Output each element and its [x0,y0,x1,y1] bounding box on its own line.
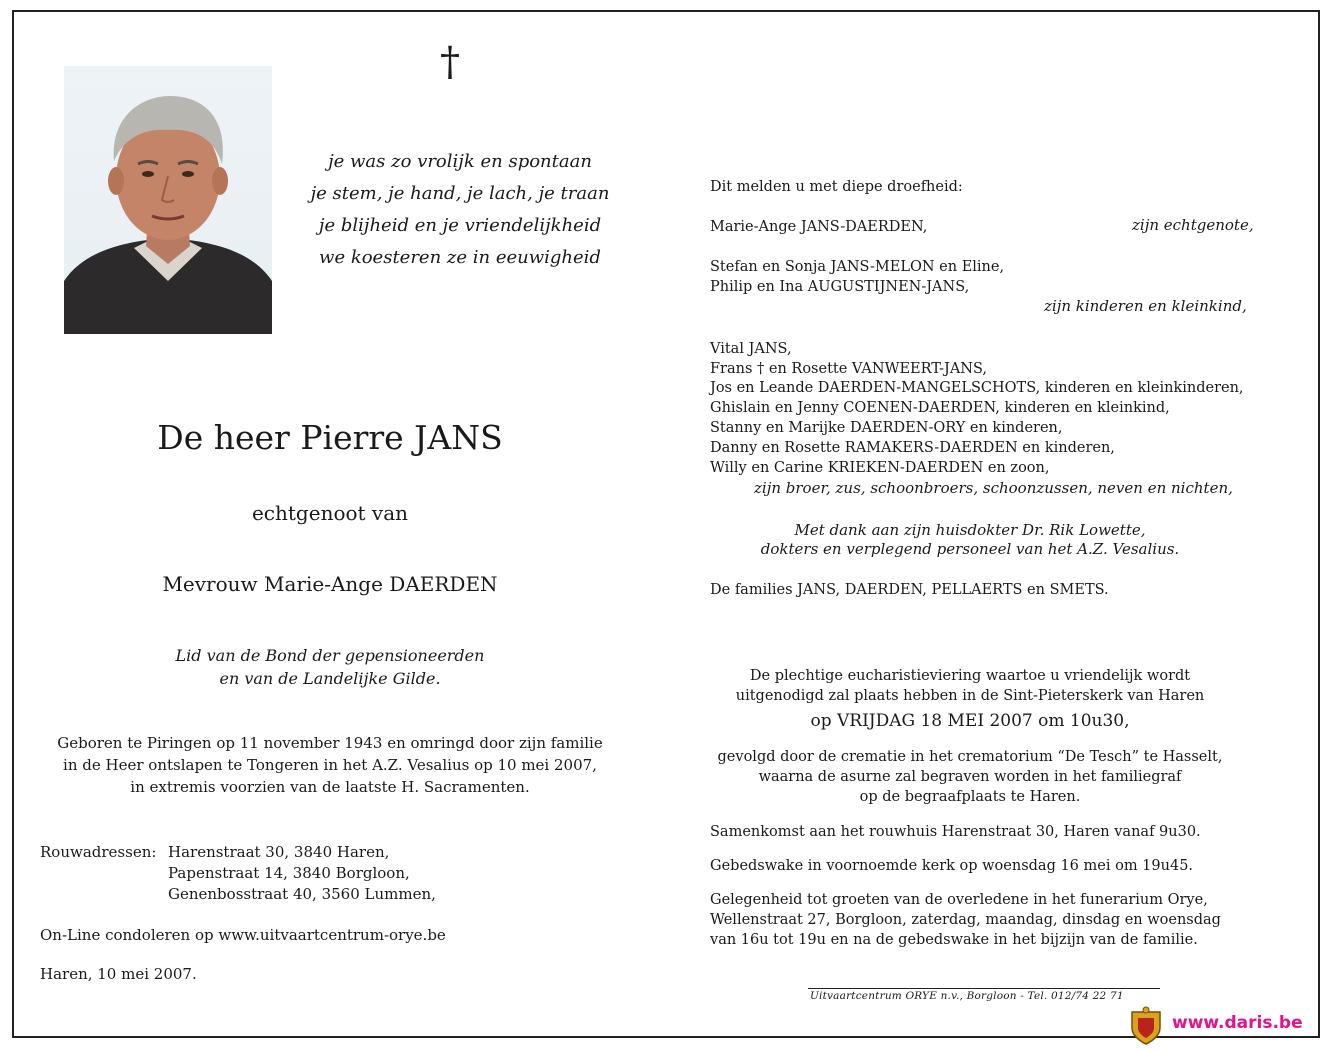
wake-line: Gebedswake in voornoemde kerk op woensdag 16 mei om 19u45. [710,858,1194,874]
birth-line-1: Geboren te Piringen op 11 november 1943 en omringd door zijn familie [57,734,603,752]
sibling-line-1: Vital JANS, [710,341,792,357]
sibling-line-4: Ghislain en Jenny COENEN-DAERDEN, kinderen en kleinkind, [710,400,1170,416]
place-date: Haren, 10 mei 2007. [40,965,197,983]
service-line-2: uitgenodigd zal plaats hebben in de Sint-Pieterskerk van Haren [735,688,1205,704]
address-2: Papenstraat 14, 3840 Borgloon, [168,864,410,882]
spouse-line: Marie-Ange JANS-DAERDEN, [710,219,928,235]
online-condolence: On-Line condoleren op www.uitvaartcentrum-orye.be [40,926,446,944]
greeting-line-1: Gelegenheid tot groeten van de overledene in het funerarium Orye, [710,892,1208,908]
greeting-line-3: van 16u tot 19u en na de gebedswake in het bijzijn van de familie. [710,932,1198,948]
deceased-name: De heer Pierre JANS [157,418,503,457]
cremation-line-1: gevolgd door de crematie in het crematorium “De Tesch” te Hasselt, [717,749,1223,765]
sibling-line-5: Stanny en Marijke DAERDEN-ORY en kinderen, [710,420,1063,436]
families-line: De families JANS, DAERDEN, PELLAERTS en SMETS. [710,582,1109,598]
funeral-home-footer: Uitvaartcentrum ORYE n.v., Borgloon - Tel. 012/74 22 71 [810,990,1124,1002]
spouse-intro: echtgenoot van [251,501,409,525]
crest-icon [1128,1006,1164,1046]
poem-line-1: je was zo vrolijk en spontaan [328,151,592,172]
child-line-2: Philip en Ina AUGUSTIJNEN-JANS, [710,279,970,295]
address-1: Harenstraat 30, 3840 Haren, [168,843,390,861]
membership-line-2: en van de Landelijke Gilde. [219,669,441,688]
poem-line-4: we koesteren ze in eeuwigheid [319,247,601,268]
cremation-line-2: waarna de asurne zal begraven worden in het familiegraf [758,769,1182,785]
cremation-line-3: op de begraafplaats te Haren. [859,789,1081,805]
watermark-link[interactable]: www.daris.be [1172,1013,1303,1033]
service-line-1: De plechtige eucharistieviering waartoe u vriendelijk wordt [749,668,1191,684]
birth-line-3: in extremis voorzien van de laatste H. Sacramenten. [130,778,530,796]
greeting-line-2: Wellenstraat 27, Borgloon, zaterdag, maandag, dinsdag en woensdag [710,912,1221,928]
address-3: Genenbosstraat 40, 3560 Lummen, [168,885,436,903]
thanks-line-1: Met dank aan zijn huisdokter Dr. Rik Lowette, [794,521,1146,539]
membership-line-1: Lid van de Bond der gepensioneerden [175,646,485,665]
service-date: op VRIJDAG 18 MEI 2007 om 10u30, [810,711,1130,731]
announcement-intro: Dit melden u met diepe droefheid: [710,179,963,195]
sibling-line-7: Willy en Carine KRIEKEN-DAERDEN en zoon, [710,460,1050,476]
spouse-name: Mevrouw Marie-Ange DAERDEN [162,572,498,596]
addresses-label: Rouwadressen: [40,843,157,861]
portrait-photo [64,66,272,334]
child-line-1: Stefan en Sonja JANS-MELON en Eline, [710,259,1005,275]
poem-line-3: je blijheid en je vriendelijkheid [318,215,602,236]
sibling-line-6: Danny en Rosette RAMAKERS-DAERDEN en kinderen, [710,440,1115,456]
spouse-role: zijn echtgenote, [1132,216,1254,234]
thanks-line-2: dokters en verplegend personeel van het A.Z. Vesalius. [760,540,1180,558]
meeting-line: Samenkomst aan het rouwhuis Harenstraat 30, Haren vanaf 9u30. [710,824,1201,840]
poem-line-2: je stem, je hand, je lach, je traan [310,183,610,204]
cross-symbol: † [440,39,460,85]
birth-line-2: in de Heer ontslapen te Tongeren in het A.Z. Vesalius op 10 mei 2007, [63,756,597,774]
footer-rule [808,988,1160,989]
sibling-line-3: Jos en Leande DAERDEN-MANGELSCHOTS, kinderen en kleinkinderen, [710,380,1244,396]
sibling-line-2: Frans † en Rosette VANWEERT-JANS, [710,361,988,377]
siblings-role: zijn broer, zus, schoonbroers, schoonzussen, neven en nichten, [754,479,1233,497]
children-role: zijn kinderen en kleinkind, [1044,297,1247,315]
